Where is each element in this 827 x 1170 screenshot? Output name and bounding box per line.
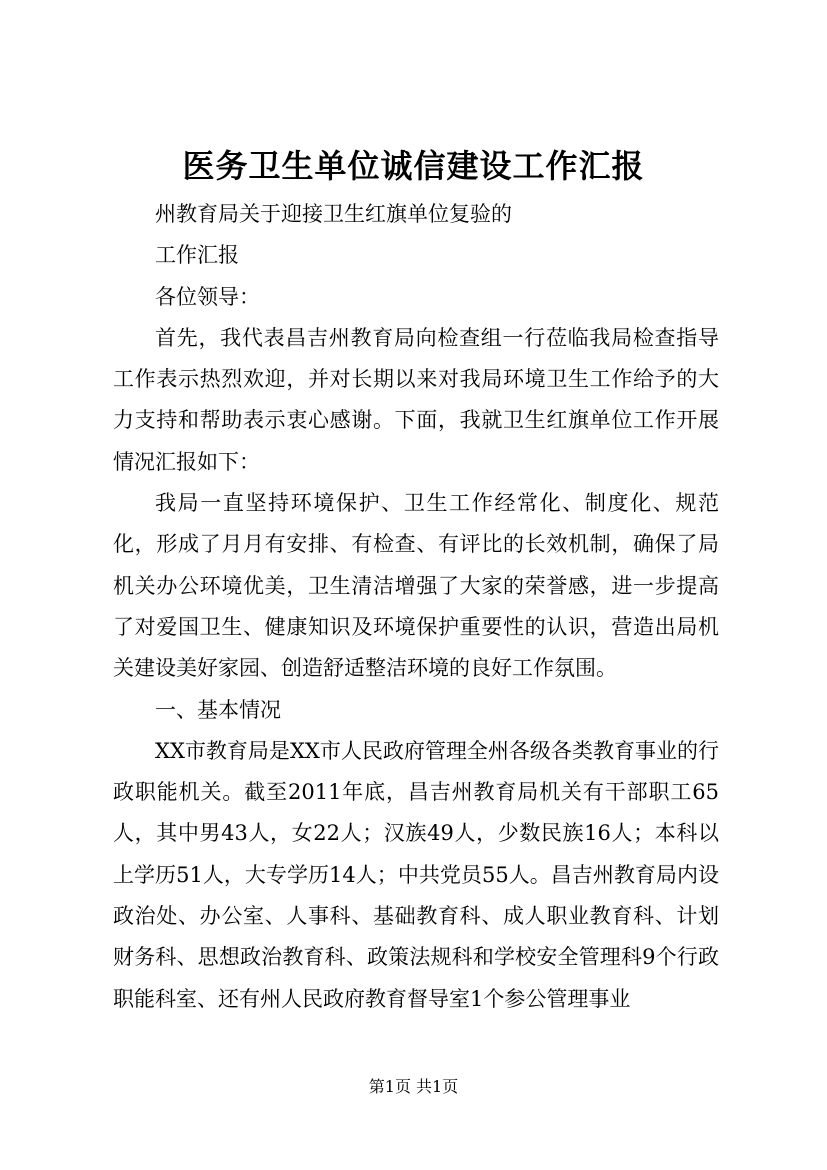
paragraph-4: 首先，我代表昌吉州教育局向检查组一行莅临我局检查指导工作表示热烈欢迎，并对长期以来对我局环境卫生工作给予的大力支持和帮助表示衷心感谢。下面，我就卫生红旗单位工作开展情况汇报如下： — [113, 325, 719, 474]
paragraph-7: XX市教育局是XX市人民政府管理全州各级各类教育事业的行政职能机关。截至2011年底，昌吉州教育局机关有干部职工65人，其中男43人，女22人；汉族49人，少数民族16人；本科以上学历51人，大专学历14人；中共党员55人。昌吉州教育局内设政治处、办公室、人事科、基础教育科、成人职业教育科、计划财务科、思想政治教育科、政策法规科和学校安全管理科9个行政职能科室、还有州人民政府教育督导室1个参公管理事业 — [113, 738, 719, 1011]
paragraph-1: 州教育局关于迎接卫生红旗单位复验的 — [155, 202, 512, 226]
page-number-footer: 第1页 共1页 — [368, 1077, 459, 1096]
paragraph-5: 我局一直坚持环境保护、卫生工作经常化、制度化、规范化，形成了月月有安排、有检查、有评比的长效机制，确保了局机关办公环境优美，卫生清洁增强了大家的荣誉感，进一步提高了对爱国卫生、健康知识及环境保护重要性的认识，营造出局机关建设美好家园、创造舒适整洁环境的良好工作氛围。 — [113, 491, 719, 681]
document-title: 医务卫生单位诚信建设工作汇报 — [182, 147, 645, 185]
section-heading-basic-info: 一、基本情况 — [155, 697, 281, 722]
paragraph-3: 各位领导： — [155, 284, 260, 309]
paragraph-2: 工作汇报 — [155, 243, 239, 268]
document-body — [113, 194, 719, 1020]
